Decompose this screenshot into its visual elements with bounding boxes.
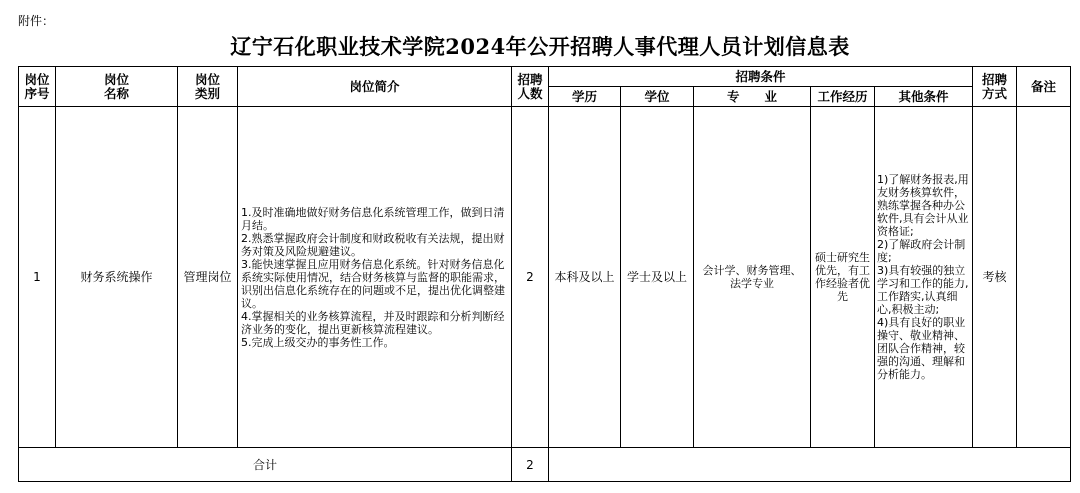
attachment-label: 附件： <box>18 14 55 28</box>
header-type: 岗位 类别 <box>178 67 238 107</box>
header-intro: 岗位简介 <box>238 67 512 107</box>
table-row <box>19 107 1071 448</box>
header-experience: 工作经历 <box>811 87 875 107</box>
header-remark: 备注 <box>1017 67 1071 107</box>
header-other: 其他条件 <box>875 87 973 107</box>
page-title: 辽宁石化职业技术学院2024年公开招聘人事代理人员计划信息表 <box>230 34 850 59</box>
header-degree: 学位 <box>621 87 694 107</box>
cell-major: 会计学、财务管理、法学专业 <box>694 107 811 448</box>
header-education: 学历 <box>549 87 621 107</box>
cell-seq: 1 <box>19 107 56 448</box>
cell-other: 1)了解财务报表,用友财务核算软件，熟练掌握各种办公软件,具有会计从业资格证; 2)了解政府会计制度; 3)具有较强的独立学习和工作的能力,工作踏实,认真细心,积极主动; 4)具有良好的职业操守、敬业精神、团队合作精神，较强的沟通、理解和分析能力。 <box>875 107 973 448</box>
recruitment-table <box>18 66 1071 482</box>
header-name: 岗位 名称 <box>56 67 178 107</box>
cell-type: 管理岗位 <box>178 107 238 448</box>
cell-count: 2 <box>512 107 549 448</box>
total-blank <box>549 448 1071 482</box>
cell-experience: 硕士研究生优先，有工作经验者优先 <box>811 107 875 448</box>
cell-education: 本科及以上 <box>549 107 621 448</box>
header-conditions: 招聘条件 <box>549 67 973 87</box>
header-method: 招聘 方式 <box>973 67 1017 107</box>
cell-method: 考核 <box>973 107 1017 448</box>
total-row <box>19 448 1071 482</box>
header-seq: 岗位 序号 <box>19 67 56 107</box>
cell-name: 财务系统操作 <box>56 107 178 448</box>
total-count: 2 <box>512 448 549 482</box>
cell-remark <box>1017 107 1071 448</box>
cell-intro: 1.及时准确地做好财务信息化系统管理工作，做到日清月结。 2.熟悉掌握政府会计制度和财政税收有关法规，提出财务对策及风险规避建议。 3.能快速掌握且应用财务信息化系统。针对财务信息化系统实际使用情况，结合财务核算与监督的职能需求，识别出信息化系统存在的问题或不足，提出优化调整建议。 4.掌握相关的业务核算流程，并及时跟踪和分析判断经济业务的变化，提出更新核算流程建议。 5.完成上级交办的事务性工作。 <box>238 107 512 448</box>
header-major: 专 业 <box>694 87 811 107</box>
total-label: 合计 <box>19 448 512 482</box>
header-count: 招聘 人数 <box>512 67 549 107</box>
cell-degree: 学士及以上 <box>621 107 694 448</box>
